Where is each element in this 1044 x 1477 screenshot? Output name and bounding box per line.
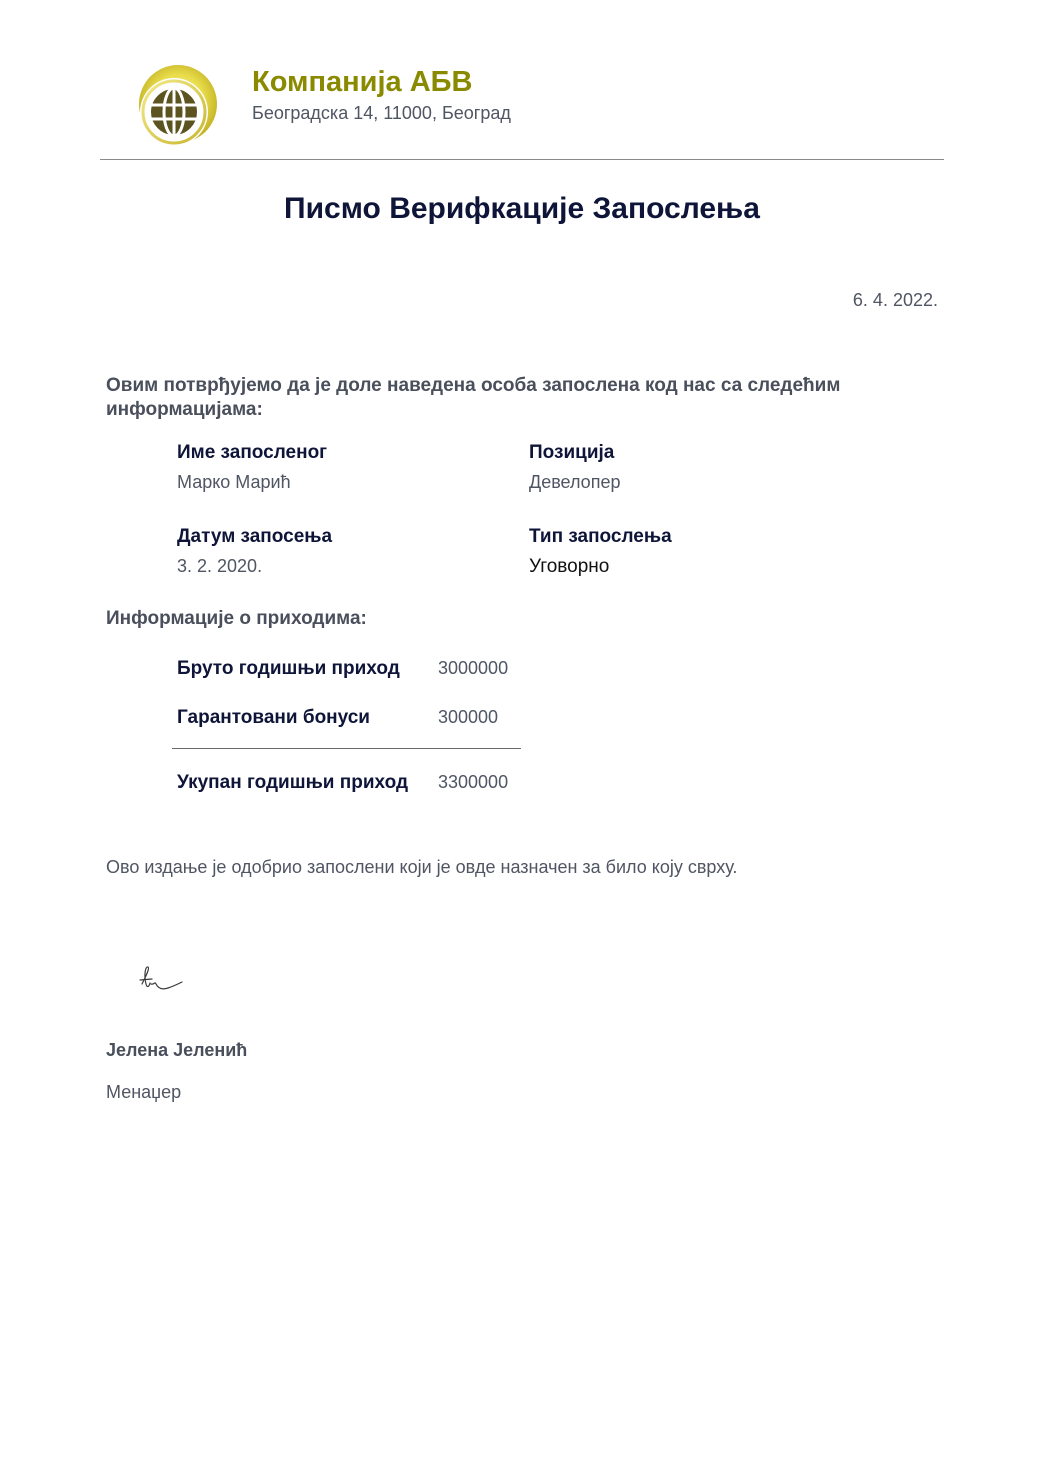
document-title: Писмо Верифкације Запослења (284, 192, 760, 225)
company-name: Компанија АБВ (252, 66, 473, 98)
header-divider (100, 159, 944, 160)
document-date: 6. 4. 2022. (852, 290, 938, 310)
gross-income-label: Бруто годишњи приход (177, 658, 400, 679)
total-income-value: 3300000 (438, 772, 509, 792)
intro-text: Овим потврђујемо да је доле наведена особа запослена код нас са следећим информацијама: (106, 375, 841, 420)
bonus-label: Гарантовани бонуси (177, 707, 370, 728)
employee-name-value: Марко Марић (177, 472, 291, 492)
start-date-label: Датум запосења (177, 526, 333, 547)
income-heading: Информације о приходима: (106, 608, 367, 629)
employee-name-label: Име запосленог (177, 442, 328, 463)
company-address: Београдска 14, 11000, Београд (252, 103, 511, 123)
approval-text: Ово издање је одобрио запослени који је овде назначен за било коју сврху. (106, 857, 738, 877)
income-total-divider (172, 748, 521, 749)
employment-type-value: Уговорно (529, 556, 610, 577)
gross-income-value: 3000000 (438, 658, 509, 678)
start-date-value: 3. 2. 2020. (177, 556, 263, 576)
total-income-label: Укупан годишњи приход (177, 772, 409, 793)
position-value: Девелопер (529, 472, 621, 492)
globe-logo-icon (132, 64, 224, 152)
bonus-value: 300000 (438, 707, 499, 727)
employment-type-label: Тип запослења (529, 526, 672, 547)
position-label: Позиција (529, 442, 615, 463)
signer-name: Јелена Јеленић (106, 1040, 248, 1060)
signature-icon (136, 962, 186, 996)
company-logo (132, 64, 224, 152)
signer-role: Менаџер (106, 1082, 182, 1102)
